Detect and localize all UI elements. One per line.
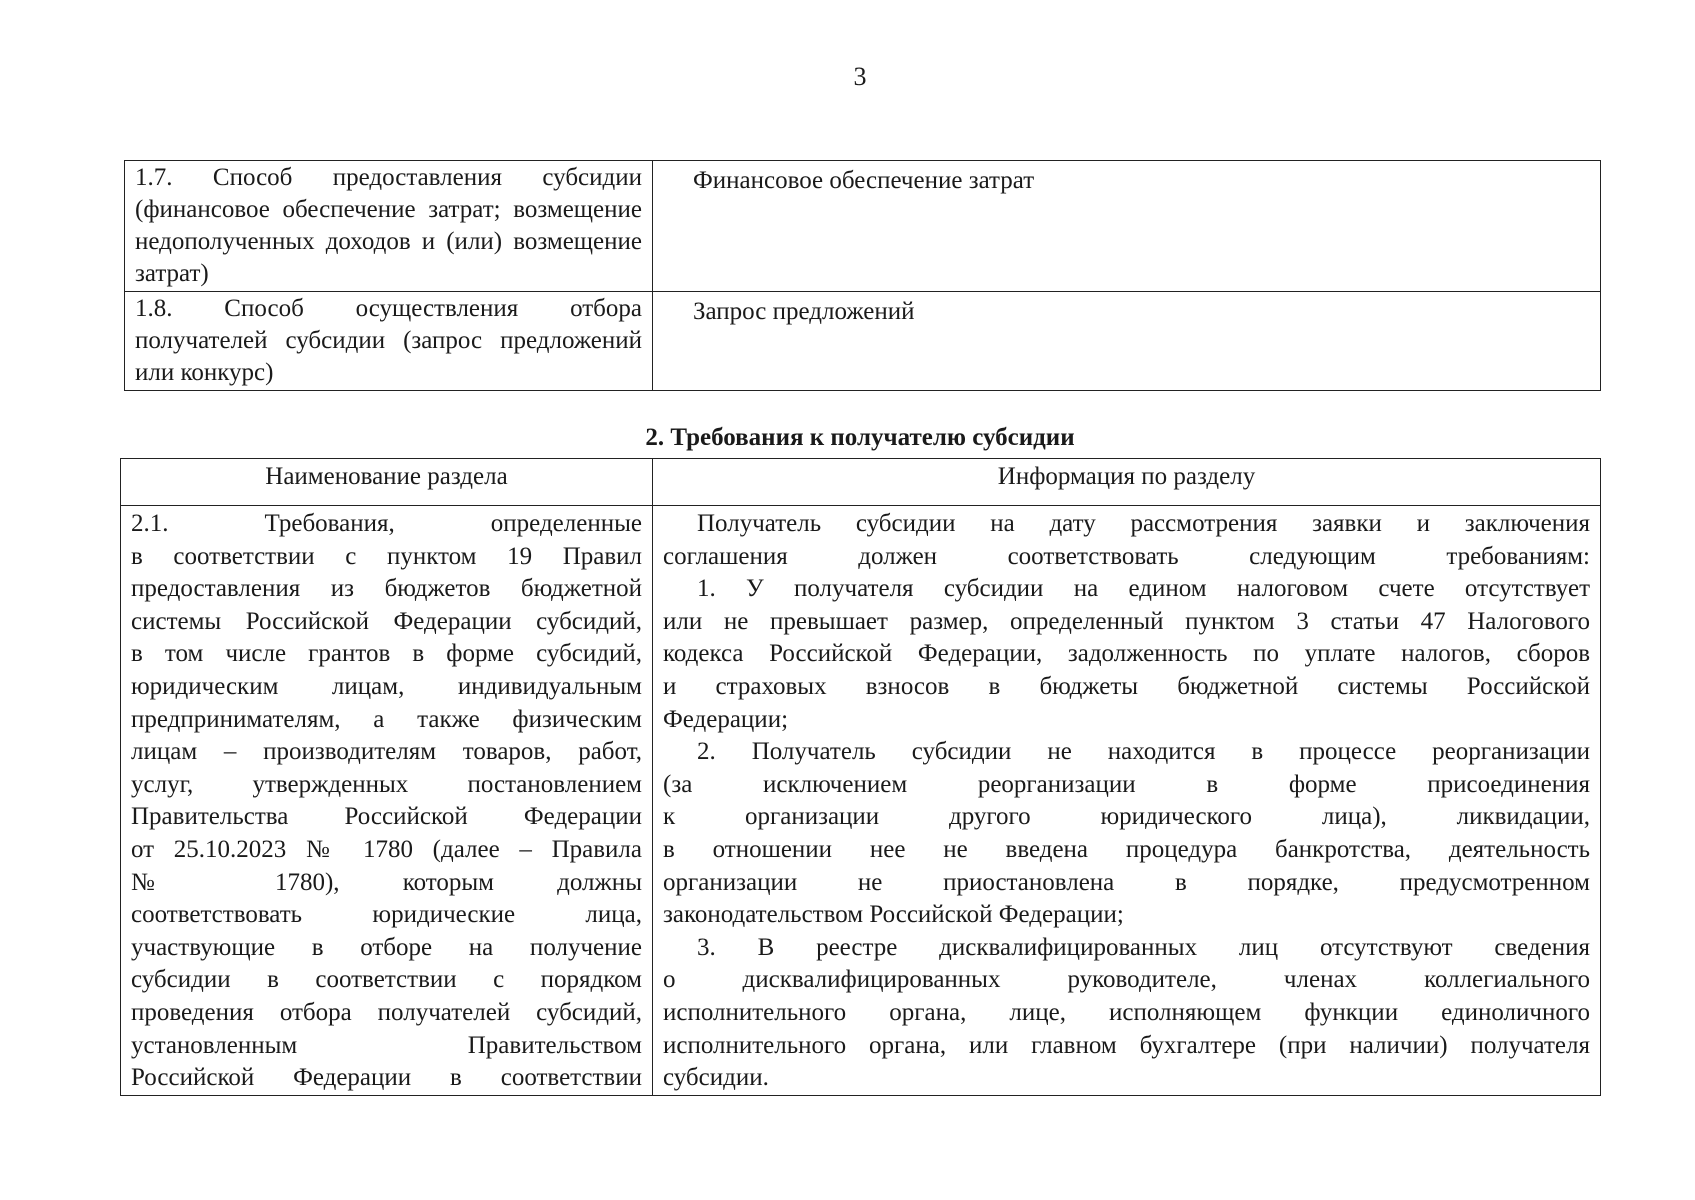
page-number: 3 — [853, 62, 867, 91]
text-line: 2. Получатель субсидии не находится в процессе реорганизации — [697, 738, 1590, 766]
requirements-info — [653, 506, 1601, 1096]
text-line: предоставления из бюджетов бюджетной — [131, 575, 642, 603]
text-line: участвующие в отборе на получение — [131, 933, 642, 961]
column-header-section-info: Информация по разделу — [653, 459, 1601, 506]
text-line: проведения отбора получателей субсидий, — [131, 998, 642, 1026]
table-row — [121, 506, 1601, 1096]
subsidy-method-table — [124, 160, 1601, 391]
text-line: от 25.10.2023 № 1780 (далее – Правила — [131, 835, 642, 863]
text-line: Федерации; — [663, 705, 789, 733]
text-line: 2.1. Требования, определенные — [131, 510, 642, 537]
text-line: о дисквалифицированных руководителе, членах коллегиального — [663, 966, 1590, 994]
text-line: исполнительного органа, или главном бухгалтере (при наличии) получателя — [663, 1031, 1590, 1059]
text-line: Российской Федерации в соответствии — [131, 1064, 642, 1092]
section-title: 2. Требования к получателю субсидии — [645, 424, 1075, 451]
table-row — [125, 161, 1601, 292]
text-line: № 1780), которым должны — [131, 868, 642, 896]
row-value: Запрос предложений — [653, 292, 1601, 391]
text-line: кодекса Российской Федерации, задолженность по уплате налогов, сборов — [663, 640, 1590, 668]
text-line: в отношении нее не введена процедура банкротства, деятельность — [663, 835, 1590, 863]
text-line: соглашения должен соответствовать следующим требованиям: — [663, 542, 1590, 570]
table-header-row — [121, 459, 1601, 506]
text-line: предпринимателям, а также физическим — [131, 705, 642, 733]
column-header-section-name: Наименование раздела — [121, 459, 653, 506]
text-line: установленным Правительством — [131, 1031, 642, 1059]
requirements-table — [120, 458, 1601, 1096]
text-line: юридическим лицам, индивидуальным — [131, 672, 642, 700]
text-line: законодательством Российской Федерации; — [663, 901, 1124, 929]
text-line: системы Российской Федерации субсидий, — [131, 607, 642, 635]
text-line: (за исключением реорганизации в форме присоединения — [663, 770, 1590, 798]
text-line: 1. У получателя субсидии на едином налоговом счете отсутствует — [697, 575, 1590, 603]
text-line: соответствовать юридические лица, — [131, 901, 642, 929]
table-row — [125, 292, 1601, 391]
text-line: в соответствии с пунктом 19 Правил — [131, 542, 642, 570]
row-label: 1.8. Способ осуществления отбора получателей субсидии (запрос предложений или конкурс) — [125, 292, 653, 391]
requirements-label — [121, 506, 653, 1096]
text-line: или не превышает размер, определенный пунктом 3 статьи 47 Налогового — [663, 607, 1590, 635]
row-value: Финансовое обеспечение затрат — [653, 161, 1601, 292]
text-line: Правительства Российской Федерации — [131, 803, 642, 831]
text-line: субсидии в соответствии с порядком — [131, 966, 642, 994]
text-line: к организации другого юридического лица), ликвидации, — [663, 803, 1590, 831]
text-line: услуг, утвержденных постановлением — [131, 770, 642, 798]
text-line: исполнительного органа, лице, исполняющем функции единоличного — [663, 998, 1590, 1026]
row-label: 1.7. Способ предоставления субсидии (финансовое обеспечение затрат; возмещение недополученных доходов и (или) возмещение затрат) — [125, 161, 653, 292]
text-line: в том числе грантов в форме субсидий, — [131, 640, 642, 668]
text-line: 3. В реестре дисквалифицированных лиц отсутствуют сведения — [697, 933, 1590, 961]
text-line: и страховых взносов в бюджеты бюджетной системы Российской — [663, 672, 1590, 700]
text-line: лицам – производителям товаров, работ, — [131, 738, 642, 766]
text-line: организации не приостановлена в порядке, предусмотренном — [663, 868, 1590, 896]
text-line: Получатель субсидии на дату рассмотрения заявки и заключения — [697, 510, 1590, 537]
text-line: субсидии. — [663, 1064, 769, 1092]
